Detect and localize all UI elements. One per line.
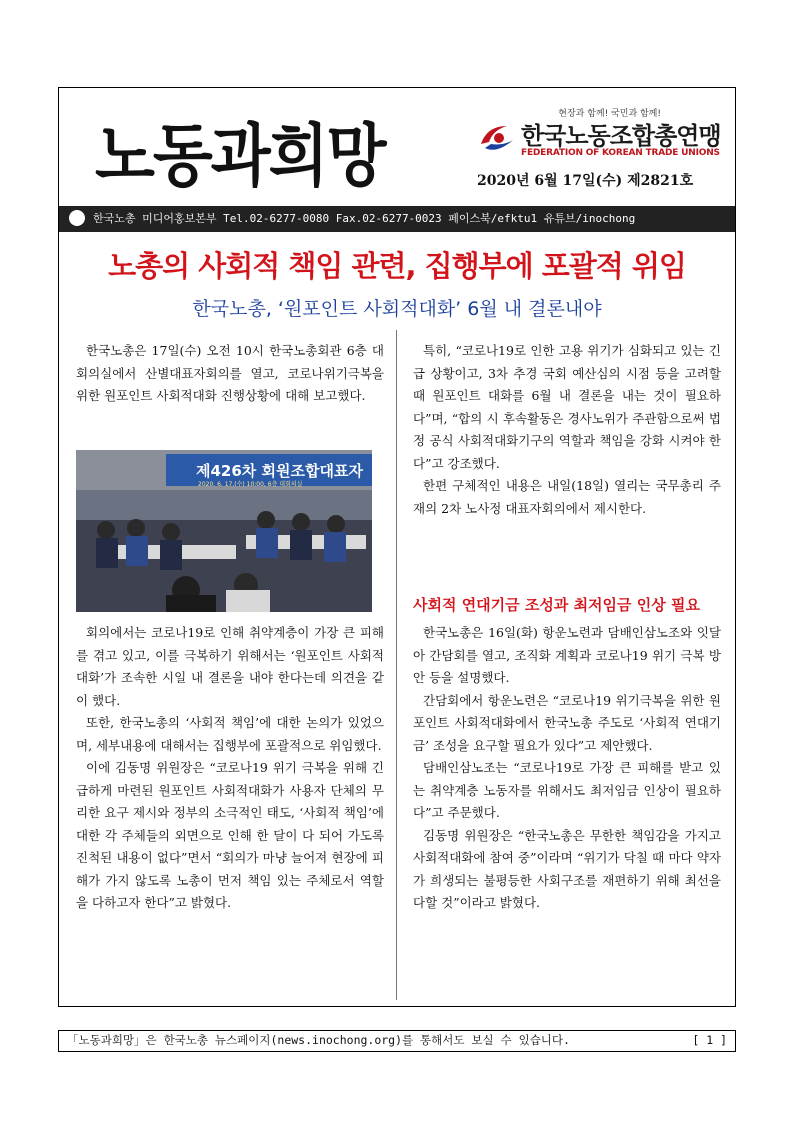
section-heading: 사회적 연대기금 조성과 최저임금 인상 필요 bbox=[413, 596, 700, 614]
photo-banner-text: 제426차 회원조합대표자 bbox=[196, 462, 363, 480]
section2-paragraph-2: 간담회에서 항운노련은 “코로나19 위기극복을 위한 원포인트 사회적대화에서 한국노총 주도로 ‘사회적 연대기금’ 조성을 요구할 필요가 있다”고 제안했다. bbox=[413, 692, 721, 753]
footer-bar bbox=[58, 1030, 736, 1052]
left-paragraph-1: 회의에서는 코로나19로 인해 취약계층이 가장 큰 피해를 겪고 있고, 이를 극복하기 위해서는 ‘원포인트 사회적대화’가 조속한 시일 내 결론을 내야 한다는데 의견을 같이 했다. bbox=[76, 625, 384, 708]
issue-line bbox=[477, 170, 693, 190]
section2-paragraph-4: 김동명 위원장은 “한국노총은 무한한 책임감을 가지고 사회적대화에 참여 중”이라며 “위기가 닥칠 때 마다 약자가 희생되는 불평등한 사회구조를 재편하기 위해 최선을 다할 것”이라고 밝혔다. bbox=[413, 827, 721, 910]
fktu-mini-logo-icon bbox=[69, 210, 85, 226]
photo-banner-date: 2020. 6. 17.(수) 10:00, 6층 대회의실 bbox=[198, 481, 303, 488]
page-number: [ 1 ] bbox=[692, 1033, 727, 1047]
right-paragraph-2: 한편 구체적인 내용은 내일(18일) 열리는 국무총리 주재의 2차 노사정 대표자회의에서 제시한다. bbox=[413, 478, 721, 516]
left-column-body bbox=[76, 622, 384, 915]
right-paragraph-1: 특히, “코로나19로 인한 고용 위기가 심화되고 있는 긴급 상황이고, 3차 추경 국회 예산심의 시점 등을 고려할 때 원포인트 대화를 6월 내 결론을 내는 것이 필요하다”며, “합의 시 후속활동은 경사노위가 주관함으로써 법정 공식 사회적대화기구의 역할과 책임을 강화 시켜야 한다”고 강조했다. bbox=[413, 343, 721, 471]
left-column-intro bbox=[76, 340, 384, 408]
masthead bbox=[59, 88, 735, 206]
intro-paragraph: 한국노총은 17일(수) 오전 10시 한국노총회관 6층 대회의실에서 산별대표자회의를 열고, 코로나위기극복을 위한 원포인트 사회적대화 진행상황에 대해 보고했다. bbox=[76, 343, 384, 403]
section2-paragraph-1: 한국노총은 16일(화) 항운노련과 담배인삼노조와 잇달아 간담회를 열고, 조직화 계획과 코로나19 위기 극복 방안 등을 설명했다. bbox=[413, 625, 721, 685]
issue-number: 제2821호 bbox=[627, 173, 694, 189]
article-headline: 노총의 사회적 책임 관련, 집행부에 포괄적 위임 bbox=[108, 249, 686, 283]
meeting-photo bbox=[76, 450, 372, 612]
column-divider bbox=[396, 330, 397, 1000]
article-subheadline: 한국노총, ‘원포인트 사회적대화’ 6월 내 결론내야 bbox=[192, 298, 602, 320]
section2-paragraph-3: 담배인삼노조는 “코로나19로 가장 큰 피해를 받고 있는 취약계층 노동자를 위해서도 최저임금 인상이 필요하다”고 주문했다. bbox=[413, 760, 721, 820]
contact-text: 한국노총 미디어홍보본부 Tel.02-6277-0080 Fax.02-6277-0023 페이스북/efktu1 유튜브/inochong bbox=[93, 212, 636, 225]
contact-bar bbox=[59, 206, 735, 232]
left-paragraph-2: 또한, 한국노총의 ‘사회적 책임’에 대한 논의가 있었으며, 세부내용에 대해서는 집행부에 포괄적으로 위임했다. bbox=[76, 715, 384, 753]
slogan: 현장과 함께! 국민과 함께! bbox=[558, 109, 661, 119]
org-name: 한국노동조합총연맹 bbox=[521, 122, 721, 150]
right-column-top bbox=[413, 340, 721, 520]
right-column-section2 bbox=[413, 622, 721, 915]
newsletter-title: 노동과희망 bbox=[95, 115, 385, 197]
org-name-en: FEDERATION OF KOREAN TRADE UNIONS bbox=[521, 148, 720, 158]
issue-date: 2020년 6월 17일(수) bbox=[477, 173, 623, 189]
fktu-logo-icon bbox=[477, 118, 517, 158]
left-paragraph-3: 이에 김동명 위원장은 “코로나19 위기 극복을 위해 긴급하게 마련된 원포인트 사회적대화가 사용자 단체의 무리한 요구 제시와 정부의 소극적인 태도, ‘사회적 책임’에 대한 각 주체들의 외면으로 인해 한 달이 다 되어 가도록 진척된 내용이 없다”면서 “회의가 마냥 늘어져 현장에 피해가 가지 않도록 노총이 먼저 책임 있는 주체로서 역할을 다하고자 한다”고 밝혔다. bbox=[76, 760, 384, 910]
footer-text: 「노동과희망」은 한국노총 뉴스페이지(news.inochong.org)를 통해서도 보실 수 있습니다. bbox=[67, 1033, 570, 1047]
